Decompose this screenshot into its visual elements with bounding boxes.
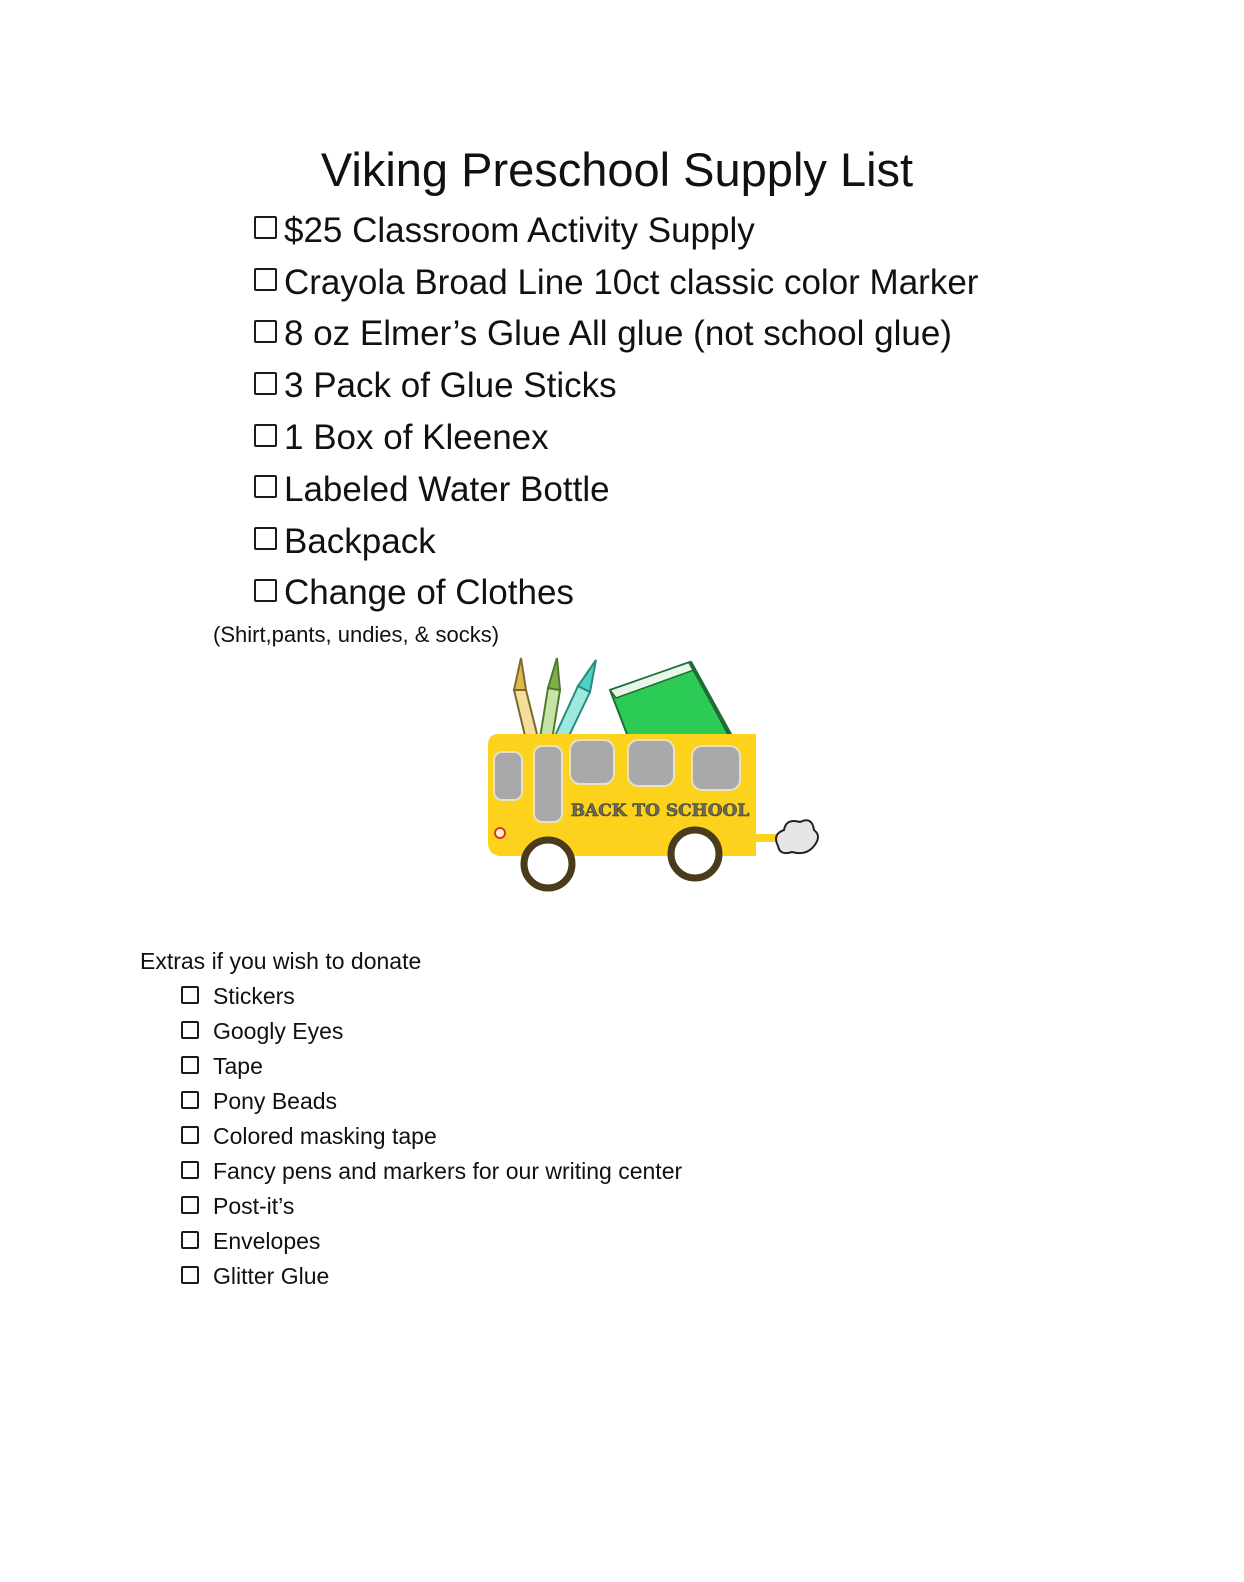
list-item <box>181 1014 682 1049</box>
checkbox[interactable] <box>181 1231 199 1249</box>
list-item <box>254 309 978 361</box>
bus-sign-text: BACK TO SCHOOL <box>570 801 750 821</box>
checkbox[interactable] <box>181 1126 199 1144</box>
item-label: Tape <box>213 1053 263 1079</box>
checkbox[interactable] <box>254 424 277 447</box>
list-item <box>254 464 978 516</box>
list-item <box>181 1259 682 1294</box>
item-label: Post-it’s <box>213 1193 295 1219</box>
list-item <box>181 1224 682 1259</box>
list-item <box>181 979 682 1014</box>
item-label: 3 Pack of Glue Sticks <box>284 366 617 406</box>
list-item <box>254 516 978 568</box>
checkbox[interactable] <box>181 1056 199 1074</box>
item-label: Stickers <box>213 983 295 1009</box>
crayon-green-icon <box>540 658 560 740</box>
checkbox[interactable] <box>181 1021 199 1039</box>
item-label: $25 Classroom Activity Supply <box>284 210 755 250</box>
checkbox[interactable] <box>181 1196 199 1214</box>
item-label: Labeled Water Bottle <box>284 469 610 509</box>
school-bus-icon <box>480 650 825 900</box>
item-label: Fancy pens and markers for our writing center <box>213 1158 683 1184</box>
item-label: Backpack <box>284 521 436 561</box>
list-item <box>254 257 978 309</box>
list-item <box>254 360 978 412</box>
checkbox[interactable] <box>254 527 277 550</box>
list-item <box>181 1154 682 1189</box>
clothes-note: (Shirt,pants, undies, & socks) <box>213 622 500 647</box>
checkbox[interactable] <box>181 986 199 1004</box>
item-label: Colored masking tape <box>213 1123 437 1149</box>
list-item <box>181 1189 682 1224</box>
extras-list <box>181 979 682 1294</box>
list-item <box>254 205 978 257</box>
checkbox[interactable] <box>254 320 277 343</box>
checkbox[interactable] <box>181 1161 199 1179</box>
item-label: Crayola Broad Line 10ct classic color Marker <box>284 262 979 302</box>
item-label: Pony Beads <box>213 1088 338 1114</box>
item-label: Glitter Glue <box>213 1263 330 1289</box>
item-label: Change of Clothes <box>284 573 574 613</box>
crayon-yellow-icon <box>514 658 538 740</box>
list-item <box>254 412 978 464</box>
rear-wheel-icon <box>671 830 719 878</box>
checkbox[interactable] <box>254 579 277 602</box>
exhaust-cloud-icon <box>776 820 818 853</box>
list-item <box>181 1049 682 1084</box>
page-title: Viking Preschool Supply List <box>320 143 914 196</box>
checkbox[interactable] <box>181 1266 199 1284</box>
list-item <box>254 568 978 620</box>
crayon-teal-icon <box>555 660 596 742</box>
item-label: 1 Box of Kleenex <box>284 418 549 458</box>
list-item <box>181 1084 682 1119</box>
book-icon <box>610 662 732 742</box>
checkbox[interactable] <box>254 268 277 291</box>
checkbox[interactable] <box>254 216 277 239</box>
extras-heading: Extras if you wish to donate <box>140 948 422 974</box>
list-item <box>181 1119 682 1154</box>
front-wheel-icon <box>524 840 572 888</box>
checkbox[interactable] <box>181 1091 199 1109</box>
checkbox[interactable] <box>254 475 277 498</box>
supply-list <box>254 205 978 619</box>
item-label: 8 oz Elmer’s Glue All glue (not school glue) <box>284 314 952 354</box>
item-label: Googly Eyes <box>213 1018 344 1044</box>
item-label: Envelopes <box>213 1228 321 1254</box>
checkbox[interactable] <box>254 372 277 395</box>
